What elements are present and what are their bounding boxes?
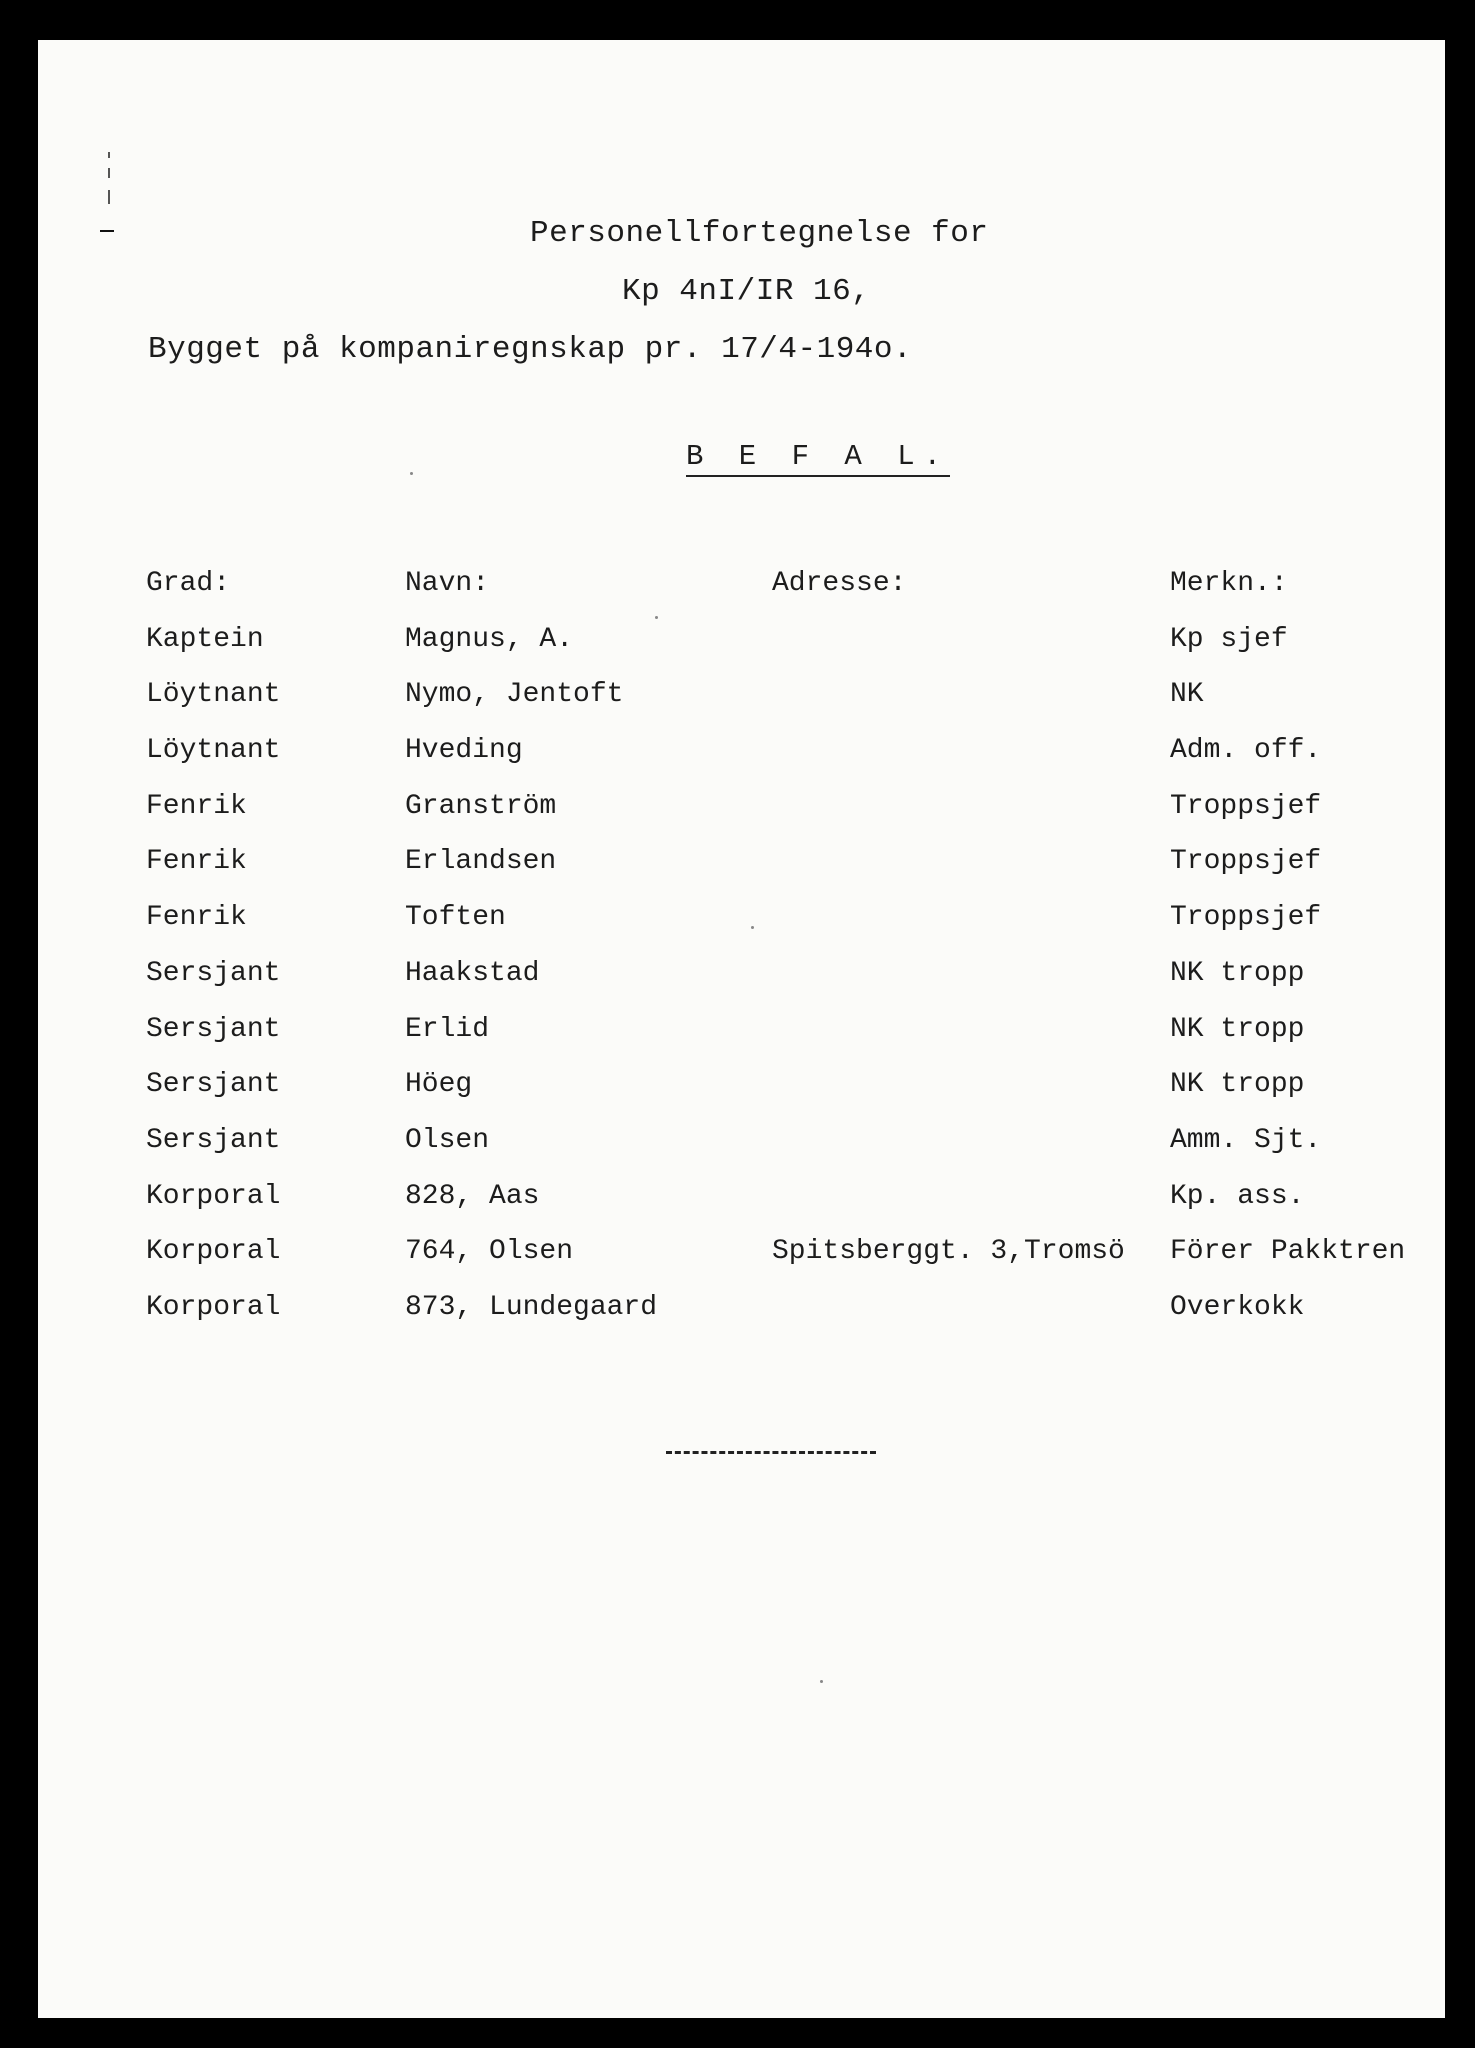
table-row bbox=[146, 791, 1420, 847]
cell-merknader: Troppsjef bbox=[1170, 902, 1322, 934]
cell-adresse bbox=[772, 1014, 1170, 1070]
cell-grad: Sersjant bbox=[146, 1013, 281, 1045]
cell-merknader: Amm. Sjt. bbox=[1170, 1124, 1322, 1156]
cell-adresse bbox=[772, 735, 1170, 791]
cell-adresse bbox=[772, 1181, 1170, 1237]
cell-navn: Toften bbox=[405, 902, 506, 934]
table-row bbox=[146, 1292, 1420, 1348]
cell-adresse bbox=[772, 1069, 1170, 1125]
cell-navn: Höeg bbox=[405, 1069, 473, 1101]
cell-grad: Sersjant bbox=[146, 1069, 281, 1101]
header-merknader: Merkn.: bbox=[1170, 568, 1288, 599]
table-row bbox=[146, 846, 1420, 902]
section-heading: B E F A L. bbox=[686, 442, 950, 477]
table-row bbox=[146, 1014, 1420, 1070]
unit-designation: Kp 4nI/IR 16, bbox=[622, 274, 871, 309]
cell-merknader: NK tropp bbox=[1170, 1069, 1305, 1101]
cell-merknader: Förer Pakktren bbox=[1170, 1236, 1406, 1268]
cell-navn: Magnus, A. bbox=[405, 623, 574, 655]
cell-adresse bbox=[772, 679, 1170, 735]
margin-mark bbox=[108, 190, 110, 204]
paper-speck bbox=[820, 1680, 823, 1683]
paper-sheet bbox=[38, 40, 1445, 2018]
cell-navn: Erlandsen bbox=[405, 846, 557, 878]
cell-adresse bbox=[772, 1292, 1170, 1348]
closing-divider bbox=[666, 1451, 876, 1454]
cell-adresse bbox=[772, 902, 1170, 958]
cell-adresse: Spitsberggt. 3,Tromsö bbox=[772, 1236, 1125, 1268]
table-row bbox=[146, 1181, 1420, 1237]
paper-speck bbox=[410, 472, 413, 475]
cell-merknader: Adm. off. bbox=[1170, 735, 1322, 767]
table-row bbox=[146, 1069, 1420, 1125]
margin-mark bbox=[108, 168, 110, 178]
cell-adresse bbox=[772, 958, 1170, 1014]
table-row bbox=[146, 958, 1420, 1014]
cell-navn: 828, Aas bbox=[405, 1180, 540, 1212]
header-grad: Grad: bbox=[146, 568, 231, 599]
cell-merknader: Kp sjef bbox=[1170, 623, 1288, 655]
table-row bbox=[146, 679, 1420, 735]
cell-grad: Kaptein bbox=[146, 623, 264, 655]
cell-navn: 764, Olsen bbox=[405, 1236, 574, 1268]
table-row bbox=[146, 1125, 1420, 1181]
cell-adresse bbox=[772, 791, 1170, 847]
cell-grad: Löytnant bbox=[146, 679, 281, 711]
table-row bbox=[146, 735, 1420, 791]
cell-adresse bbox=[772, 624, 1170, 680]
cell-navn: Granström bbox=[405, 790, 557, 822]
cell-navn: Nymo, Jentoft bbox=[405, 679, 624, 711]
table-header-row bbox=[146, 568, 1420, 624]
table-row bbox=[146, 1236, 1420, 1292]
cell-navn: 873, Lundegaard bbox=[405, 1291, 658, 1323]
cell-adresse bbox=[772, 846, 1170, 902]
basis-line: Bygget på kompaniregnskap pr. 17/4-194o. bbox=[148, 332, 913, 367]
cell-grad: Korporal bbox=[146, 1180, 281, 1212]
margin-mark bbox=[100, 230, 114, 232]
cell-navn: Hveding bbox=[405, 735, 523, 767]
cell-merknader: Overkokk bbox=[1170, 1291, 1305, 1323]
cell-merknader: Kp. ass. bbox=[1170, 1180, 1305, 1212]
cell-grad: Korporal bbox=[146, 1291, 281, 1323]
cell-navn: Olsen bbox=[405, 1124, 490, 1156]
cell-merknader: NK bbox=[1170, 679, 1204, 711]
cell-grad: Fenrik bbox=[146, 902, 247, 934]
personnel-table bbox=[146, 568, 1420, 1348]
cell-grad: Sersjant bbox=[146, 1124, 281, 1156]
cell-grad: Fenrik bbox=[146, 846, 247, 878]
cell-grad: Löytnant bbox=[146, 735, 281, 767]
cell-navn: Haakstad bbox=[405, 957, 540, 989]
header-adresse: Adresse: bbox=[772, 568, 907, 599]
cell-grad: Sersjant bbox=[146, 957, 281, 989]
header-navn: Navn: bbox=[405, 568, 490, 599]
margin-mark bbox=[108, 152, 110, 158]
cell-grad: Korporal bbox=[146, 1236, 281, 1268]
cell-merknader: Troppsjef bbox=[1170, 790, 1322, 822]
table-row bbox=[146, 624, 1420, 680]
cell-merknader: NK tropp bbox=[1170, 957, 1305, 989]
document-title: Personellfortegnelse for bbox=[530, 216, 989, 251]
cell-navn: Erlid bbox=[405, 1013, 490, 1045]
cell-merknader: Troppsjef bbox=[1170, 846, 1322, 878]
cell-grad: Fenrik bbox=[146, 790, 247, 822]
cell-merknader: NK tropp bbox=[1170, 1013, 1305, 1045]
cell-adresse bbox=[772, 1125, 1170, 1181]
table-row bbox=[146, 902, 1420, 958]
